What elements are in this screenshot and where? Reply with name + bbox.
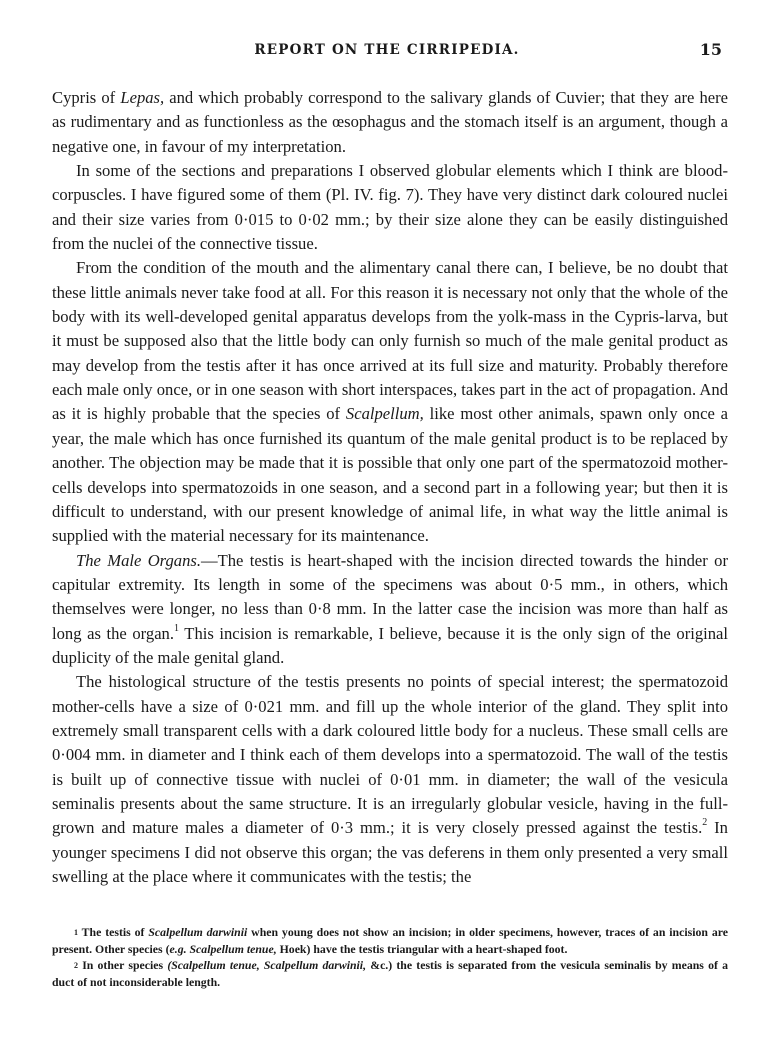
text-run: This incision is remarkable, I believe, because it is the only sign of the original duplicity of the male genital gland. (52, 623, 729, 667)
footnote (52, 924, 728, 957)
text-run: when young does not show an incision; in older specimens, however, traces of an incision are present. Other species ( (52, 925, 728, 956)
text-run: Hoek) have the testis triangular with a heart-shaped foot. (276, 941, 568, 956)
text-run: The testis of (78, 925, 149, 939)
paragraph (52, 159, 728, 256)
italic-text: Lepas, (120, 88, 165, 107)
text-run: In younger specimens I did not observe this organ; the vas deferens in them only presented a very small swelling at the place where it communicates with the testis; the (52, 818, 728, 886)
text-run: The histological structure of the testis presents no points of special interest; the spermatozoid mother-cells have a size of 0·021 mm. and fill up the whole interior of the gland. They split into extremely small transparent cells with a dark coloured little body for a nucleus. These small cells are 0·004 mm. in diameter and I think each of them develops into a spermatozoid. The wall of the testis is built up of connective tissue with nuclei of 0·01 mm. in diameter; the wall of the vesicula seminalis presents about the same structure. It is an irregularly globular vesicle, having in the full-grown and mature males a diameter of 0·3 mm.; it is very closely pressed against the testis. (52, 672, 728, 838)
running-head (52, 42, 722, 62)
italic-text: Scalpellum darwinii (148, 925, 248, 939)
text-run: like most other animals, spawn only once a year, the male which has once furnished its quantum of the male genital product is to be replaced by another. The objection may be made that it is possible that only one part of the spermatozoid mother-cells develops into spermatozoids in one season, and a second part in a following year; but then it is difficult to understand, with our present knowledge of animal life, in what way the little animal is supplied with the material necessary for its maintenance. (52, 404, 728, 546)
text-run: —The testis is heart-shaped with the incision directed towards the hinder or capitular extremity. Its length in some of the specimens was about 0·5 mm., in others, which themselves were longer, no less than 0·8 mm. In the latter case the incision was more than half as long as the organ. (52, 550, 728, 643)
italic-text: (Scalpellum tenue, Scalpellum darwinii, (167, 958, 367, 972)
paragraph (52, 549, 728, 671)
text-run: and which probably correspond to the salivary glands of Cuvier; that they are here as rudimentary and as functionless as the œsophagus and the stomach itself is an argument, though a negative one, in favour of my interpretation. (52, 88, 729, 156)
paragraph (52, 86, 728, 159)
italic-text: The Male Organs. (76, 550, 202, 570)
text-run: In other species (78, 958, 168, 972)
footnote (52, 957, 728, 990)
text-run: &c.) the testis is separated from the vesicula seminalis by means of a duct of not inconsiderable length. (52, 958, 729, 989)
body-text (52, 86, 728, 889)
text-run: Cypris of (52, 88, 121, 107)
page-number: 15 (699, 40, 722, 59)
italic-text: e.g. Scalpellum tenue, (169, 941, 277, 956)
running-title: REPORT ON THE CIRRIPEDIA. (254, 42, 520, 58)
text-run: In some of the sections and preparations I observed globular elements which I think are blood-corpuscles. I have figured some of them (Pl. IV. fig. 7). They have very distinct dark coloured nuclei and their size varies from 0·015 to 0·02 mm.; by their size alone they can be easily distinguished from the nuclei of the connective tissue. (52, 161, 728, 254)
footnote-marker: 1 (74, 928, 78, 937)
footnotes (52, 924, 728, 990)
footnote-marker: 1 (174, 622, 180, 634)
footnote-marker: 2 (74, 961, 78, 970)
text-run: From the condition of the mouth and the alimentary canal there can, I believe, be no doubt that these little animals never take food at all. For this reason it is necessary not only that the whole of the body with its well-developed genital apparatus develops from the yolk-mass in the Cypris-larva, but it must be supposed also that the little body can only furnish so much of the male genital product as may develop from the testis after it has once arrived at its full size and maturity. Probably therefore each male only once, or in one season with short interspaces, takes part in the act of propagation. And as it is highly probable that the species of (52, 258, 728, 424)
italic-text: Scalpellum, (345, 404, 424, 424)
footnote-marker: 2 (702, 817, 708, 829)
paragraph (52, 670, 728, 889)
paragraph (52, 256, 728, 548)
